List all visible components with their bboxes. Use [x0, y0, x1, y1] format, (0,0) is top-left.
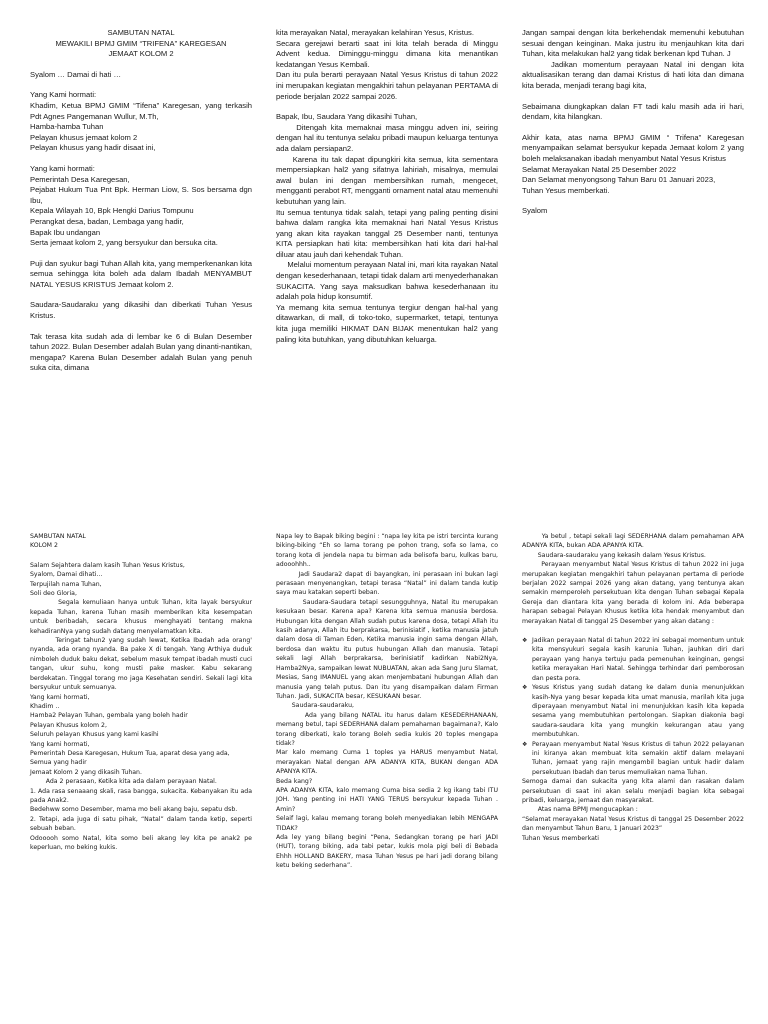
- bullet-item: ❖ Jadikan perayaan Natal di tahun 2022 ini sebagai momentum untuk kita mensyukuri segala kasih karunia Tuhan, jauhkan diri dari perayaan yang hanya tertuju pada pemenuhan keinginan, gengsi ketika merayakan Hari Natal. Sehingga terhindar dari pemborosan dan pesta pora.: [532, 636, 744, 683]
- column-3: [522, 28, 747, 227]
- column-1: [30, 28, 255, 384]
- paragraph: Akhir kata, atas nama BPMJ GMIM “ Trifena” Karegesan menyampaikan selamat bersyukur kepada Jemaat kolom 2 yang boleh melaksanakan ibadah menyambut Natal Yesus Kristus Selamat Merayakan Natal 25 Desember 2022 Dan Selamat menyongsong Tahun Baru 01 Januari 2023, Tuhan Yesus memberkati.: [522, 132, 744, 195]
- paragraph: Ya betul , tetapi sekali lagi SEDERHANA dalam pemahaman APA ADANYA KITA, bukan ADA APANYA KITA. Saudara-saudaraku yang kekasih dalam Yesus Kristus. Perayaan menyambut Natal Yesus Kristus di tahun 2022 ini juga merupakan kegiatan mengakhiri tahun pelayanan pertama di periode berjalan 2022 sampai 2026 yang akan datang, yang tentunya akan semakin memperoleh persekutuan kita dengan Tuhan sebagai Kepala Gereja dan diantara kita yang berada di kolom ini. Ada beberapa harapan sebagai Pelayan Khusus ketika kita hendak menyambut dan merayakan Natal di tanggal 25 Desember yang akan datang :: [522, 533, 744, 625]
- document-page-top: [0, 0, 768, 500]
- paragraph: SAMBUTAN NATAL KOLOM 2: [30, 533, 86, 550]
- paragraph: Salam Sejahtera dalam kasih Tuhan Yesus Kristus, Syalom, Damai dihati... Terpujilah nama Tuhan, Soli deo Gloria, Segala kemuliaan hanya untuk Tuhan, kita layak bersyukur kepada Tuhan, karena Tuhan masih memberikan kita kesempatan untuk beribadah, secara khusus menghayati tentang makna kehadiranNya yang sudah datang menyelamatkan kita. Teringat tahun2 yang sudah lewat, Ketika Ibadah ada orang' nyanda, ada orang nyanda. Ba pake X di tengah. Yang Arthiya duduk nimboleh duduk baku dekat, sebelum masuk tempat ibadah musti cuci tangan, ukur suhu, kong musti pake masker. Kabu sekarang berdekatan. Tinggal torang mo jaga Kesehatan sendiri. Sekali lagi kita bersyukur untuk semuanya. Yang kami hormati, Khadim .. Hamba2 Pelayan Tuhan, gembala yang boleh hadir Pelayan Khusus kolom 2, Seluruh pelayan Khusus yang kami kasihi Yang kami hormati, Pemerintah Desa Karegesan, Hukum Tua, aparat desa yang ada, Semua yang hadir Jemaat Kolom 2 yang dikasih Tuhan. Ada 2 perasaan, Ketika kita ada dalam perayaan Natal. 1. Ada rasa senaaang skali, rasa bangga, sukacita. Kebanyakan itu ada pada Anak2. Bedehww somo Desember, mama mo beli akang baju, sepatu dsb. 2. Tetapi, ada juga di satu pihak, “Natal” dalam tanda ketip, seperti sebuah beban. Odooooh somo Natal, kita somo beli akang ley kita pe anak2 pe keperluan, mo beking kukis.: [30, 561, 252, 851]
- paragraph: Semoga damai dan sukacita yang kita alami dan rasakan dalam persekutuan di saat ini akan selalu menjadi bagian kita sebagai pribadi, keluarga, jemaat dan masyarakat. Atas nama BPMJ mengucapkan : “Selamat merayakan Natal Yesus Kristus di tanggal 25 Desember 2022 dan menyambut Tahun Baru, 1 Januari 2023” Tuhan Yesus memberkati: [522, 778, 744, 842]
- paragraph: Yang Kami hormati: Khadim, Ketua BPMJ GMIM “Tifena” Karegesan, yang terkasih Pdt Agnes Pangemanan Wullur, M.Th, Hamba-hamba Tuhan Pelayan khusus jemaat kolom 2 Pelayan khusus yang hadir disaat ini,: [30, 90, 252, 153]
- bullet-list: [522, 636, 744, 777]
- column-2: [276, 532, 498, 881]
- paragraph: Syalom: [522, 206, 548, 216]
- paragraph: Yang kami hormati: Pemerintah Desa Karegesan, Pejabat Hukum Tua Pnt Bpk. Herman Liow, S. Sos bersama dgn Ibu, Kepala Wilayah 10, Bpk Hengki Darius Tompunu Perangkat desa, badan, Lembaga yang hadir, Bapak Ibu undangan Serta jemaat kolom 2, yang bersyukur dan bersuka cita.: [30, 163, 252, 248]
- column-1: [30, 532, 252, 862]
- paragraph: Syalom … Damai di hati …: [30, 69, 122, 79]
- paragraph: Napa ley to Bapak biking begini : “napa ley kita pe istri tercinta kurang biking-biking “Eh so lama torang pe pohon trang, sofa so lama, co torang kota di jendela napa tu birman ada belisofa baru, kulkas baru, adooohhh.. Jadi Saudara2 dapat di bayangkan, ini perasaan ini bukan lagi perasaan menyenangkan, tetapi terasa “Natal” ini dalam tanda kutip saya mau katakan seperti beban. Saudara-Saudara tetapi sesungguhnya, Natal itu merupakan kesukaan besar. Karena apa? Karena kita semua manusia berdosa. Hubungan kita dengan Allah sudah putus karena dosa, tetapi Allah itu kasih adanya, Allah itu berprakarsa, berinisiatif , ketika manusia jatuh dalam dosa di Taman Eden, Ketika manusia ingin sama dengan Allah, berdosa dan waktu itu putus hubungan Allah dan manusia. Tetapi sekali lagi Allah berprakarsa, berinisiatif kadirkan Nabi2Nya, Hamba2Nya, sampaikan lewat NUBUATAN, akan ada Sang Juru Slamat, Mesias, Sang IMANUEL yang akan menjembatani hubungan Allah dan manusia yang telah putus. Dan itu yang disampaikan dalam Firman Tuhan. Jadi, SUKACITA besar, KESUKAAN besar. Saudara-saudaraku, Ada yang bilang NATAL itu harus dalam KESEDERHANAAN, memang betul, tapi SEDERHANA dalam pemahaman bagaimana?, Kalo torang diberkati, kalo torang Boleh sedia kukis 20 toples mengapa tidak? Mar kalo memang Cuma 1 toples ya HARUS menyambut Natal, merayakan Natal dengan APA ADANYA KITA, BUKAN dengan ADA APANYA KITA. Beda kang? APA ADANYA KITA, kalo memang Cuma bisa sedia 2 kg ikang tabi ITU JOH. Yang penting ini HATI YANG TERUS bersyukur kepada Tuhan . Amin? Selaif lagi, kalau memang torang boleh menyediakan lebih MENGAPA TIDAK? Ada ley yang bilang begini “Pena, Sedangkan torang pe hari JADI (HUT), torang biking, ada tabi petar, kukis mola pigi beli di Bebada Ehhh HOLLAND BAKERY, masa Tuhan Yesus pe hari jadi dorang bilang ketu beking sederhana”.: [276, 533, 498, 870]
- paragraph: Sebaimana diungkapkan dalan FT tadi kalu masih ada iri hari, dendam, kita hilangkan.: [522, 101, 747, 122]
- column-2: [276, 28, 498, 355]
- paragraph: Bapak, Ibu, Saudara Yang dikasihi Tuhan, Ditengah kita memaknai masa minggu adven ini, seiring dengan hal itu tentunya selaku pribadi maupun keluarga tentunya ada dalam persiapan2. Karena itu tak dapat dipungkiri kita semua, kita sementara mempersiapkan hal2 yang sifatnya lahiriah, misalnya, memulai awal bulan ini dengan membersihkan rumah, mengecet, mengganti perabot RT, mengganti ornament natal atau memenuhi kebutuhan yang lain. Itu semua tentunya tidak salah, tetapi yang paling penting disini bahwa dalam rangka kita memaknai hari Natal Yesus Kristus yang akan kita rayakan tanggal 25 Desember nanti, tentunya KITA persiapkan hati kita: membersihkan hati kita dari hal-hal diluar atau jauh dari kehendak Tuhan. Melalui momentum perayaan Natal ini, mari kita rayakan Natal dengan kesederhanaan, tetapi tidak dalam arti menyederhanakan SUKACITA. Yang saya maksudkan bahwa kesederhanaan itu adalah pola hidup konsumtif. Ya memang kita semua tentunya tergiur dengan hal-hal yang ditawarkan, di mall, di toko-toko, supermarket, tetapi, tentunya kita juga memiliki HIKMAT DAN BIJAK menentukan hal2 yang paling kita butuhkan, yang dibutuhkan keluarga.: [276, 112, 498, 344]
- column-3: [522, 532, 744, 853]
- paragraph: Saudara-Saudaraku yang dikasihi dan diberkati Tuhan Yesus Kristus.: [30, 300, 255, 321]
- paragraph: kita merayakan Natal, merayakan kelahiran Yesus, Kristus. Secara gerejawi berarti saat ini kita telah berada di Minggu Advent kedua. Diminggu-minggu dimana kita menantikan kedatangan Yesus Kembali. Dan itu pula berarti perayaan Natal Yesus Kristus di tahun 2022 ini merupakan kegiatan mengakhiri tahun pelayanan PERTAMA di periode berjalan 2022 sampai 2026.: [276, 28, 498, 101]
- document-page-bottom: [0, 520, 768, 1024]
- bullet-item: ❖ Yesus Kristus yang sudah datang ke dalam dunia menunjukkan kasih-Nya yang besar kepada kita umat manusia, marilah kita juga diperayaan menyambut Natal ini menunjukkan kasih kita kepada sesama yang membutuhkan pertolongan. Siapkan diakonia bagi saudara-saudara kita yang mungkin kekurangan atau yang membutuhkan.: [532, 683, 744, 739]
- bullet-item: ❖ Perayaan menyambut Natal Yesus Kristus di tahun 2022 pelayanan ini kiranya akan membuat kita semakin aktif dalam melayani Tuhan, jemaat yang rajin mengambil bagian untuk hadir dalam persekutuan Ibadah dan terus memuliakan nama Tuhan.: [532, 740, 744, 778]
- paragraph: Jangan sampai dengan kita berkehendak memenuhi kebutuhan sesuai dengan keinginan. Maka justru itu menjauhkan kita dari Tuhan, kita melakukan hal2 yang tidak berkenan kpd Tuhan. J Jadikan momentum perayaan Natal ini dengan kita aktualisasikan terang dan damai Kristus di hati kita dan dimana kita berada, menjadi terang bagi kita,: [522, 28, 744, 90]
- heading: SAMBUTAN NATAL MEWAKILI BPMJ GMIM “TRIFENA” KAREGESAN JEMAAT KOLOM 2: [55, 28, 227, 59]
- paragraph: Puji dan syukur bagi Tuhan Allah kita, yang memperkenankan kita semua sehingga kita boleh ada dalam Ibadah MENYAMBUT NATAL YESUS KRISTUS Jemaat kolom 2.: [30, 258, 255, 289]
- paragraph: Tak terasa kita sudah ada di lembar ke 6 di Bulan Desember tahun 2022. Bulan Desember adalah Bulan yang dinanti-nantikan, mengapa? Karena Bulan Desember adalah Bulan yang penuh suka cita, dimana: [30, 331, 255, 373]
